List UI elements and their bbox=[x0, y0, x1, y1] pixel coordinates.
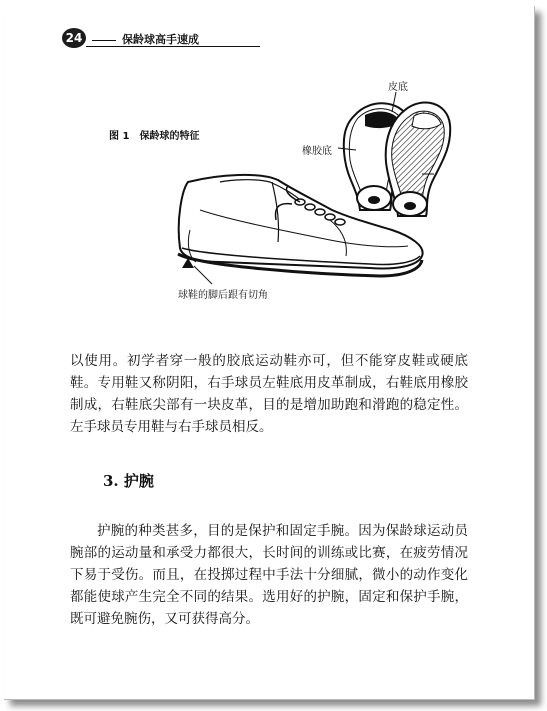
page-header bbox=[62, 28, 262, 50]
label-rubber-sole: 橡胶底 bbox=[302, 146, 332, 157]
paragraph-1: 以使用。初学者穿一般的胶底运动鞋亦可，但不能穿皮鞋或硬底鞋。专用鞋又称阴阳，右手球员左鞋底用皮革制成，右鞋底用橡胶制成，右鞋底尖部有一块皮革，目的是增加助跑和滑跑的稳定性。左手球员专用鞋与右手球员相反。 bbox=[70, 353, 468, 435]
figure-title: 保龄球的特征 bbox=[139, 131, 200, 142]
label-leather-sole: 皮底 bbox=[388, 82, 408, 93]
section-heading: 3. 护腕 bbox=[103, 472, 154, 490]
page-number-badge: 24 bbox=[62, 28, 86, 48]
running-title: 保龄球高手速成 bbox=[122, 33, 199, 46]
header-underline bbox=[92, 40, 116, 41]
sole-right-drawing bbox=[386, 103, 451, 216]
figure-number: 图 1 bbox=[109, 131, 130, 142]
paragraph-2: 护腕的种类甚多，目的是保护和固定手腕。因为保龄球运动员腕部的运动量和承受力都很大，长时间的训练或比赛，在疲劳情况下易于受伤。而且，在投掷过程中手法十分细腻，微小的动作变化都能使球产生完全不同的结果。选用好的护腕，固定和保护手腕，既可避免腕伤，又可获得高分。 bbox=[70, 523, 468, 627]
shoe-illustration bbox=[160, 70, 460, 310]
label-heel-cut: 球鞋的脚后跟有切角 bbox=[178, 290, 268, 301]
bowling-shoe-figure bbox=[160, 70, 460, 310]
